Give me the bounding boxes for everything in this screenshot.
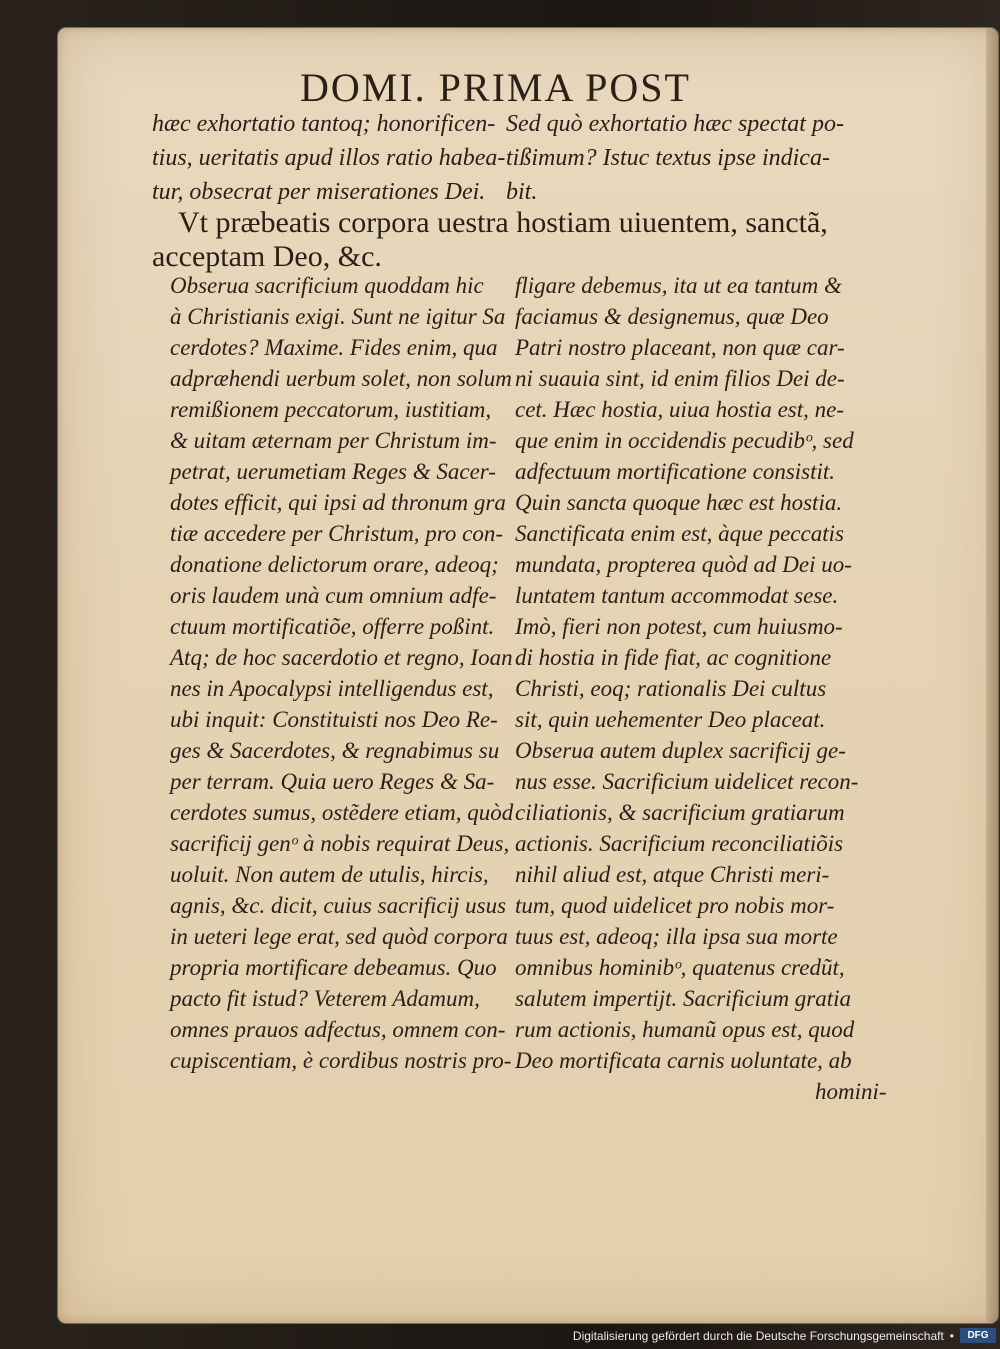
right-main-line-4: ni suauia sint, id enim filios Dei de- (515, 366, 845, 391)
left-top-line-2: tius, ueritatis apud illos ratio habea- (152, 145, 506, 171)
left-main-line-5: remißionem peccatorum, iustitiam, (170, 397, 492, 422)
right-main-line-12: Imò, fieri non potest, cum huiusmo- (515, 614, 843, 639)
right-main-line-2: faciamus & designemus, quæ Deo (515, 304, 829, 329)
verse-line-1: Vt præbeatis corpora uestra hostiam uiuentem, sanctã, (178, 206, 828, 239)
right-main-line-16: Obserua autem duplex sacrificij ge- (515, 738, 846, 763)
left-top-line-1: hæc exhortatio tantoq; honorificen- (152, 111, 496, 137)
right-main-line-15: sit, quin uehementer Deo placeat. (515, 707, 826, 732)
right-main-line-6: que enim in occidendis pecudibᵒ, sed (515, 428, 854, 453)
left-main-line-6: & uitam æternam per Christum im- (170, 428, 497, 453)
left-main-line-17: per terram. Quia uero Reges & Sa- (170, 769, 495, 794)
left-main-line-13: Atq; de hoc sacerdotio et regno, Ioan (170, 645, 513, 670)
right-main-line-20: nihil aliud est, atque Christi meri- (515, 862, 830, 887)
left-main-line-19: sacrificij genᵒ à nobis requirat Deus, (170, 831, 510, 856)
right-main-line-11: luntatem tantum accommodat sese. (515, 583, 839, 608)
left-main-line-16: ges & Sacerdotes, & regnabimus su (170, 738, 500, 763)
right-main-line-18: ciliationis, & sacrificium gratiarum (515, 800, 845, 825)
funding-text: Digitalisierung gefördert durch die Deutsche Forschungsgemeinschaft (572, 1328, 944, 1343)
left-main-line-15: ubi inquit: Constituisti nos Deo Re- (170, 707, 498, 732)
verse-line-2: acceptam Deo, &c. (152, 240, 382, 273)
left-main-line-20: uoluit. Non autem de utulis, hircis, (170, 862, 489, 887)
right-main-line-3: Patri nostro placeant, non quæ car- (515, 335, 845, 360)
left-main-line-9: tiæ accedere per Christum, pro con- (170, 521, 504, 546)
page-edge-strip (986, 28, 998, 1323)
right-main-line-24: salutem impertijt. Sacrificium gratia (515, 986, 852, 1011)
right-main-line-9: Sanctificata enim est, àque peccatis (515, 521, 844, 546)
right-main-line-1: fligare debemus, ita ut ea tantum & (515, 273, 842, 298)
left-main-line-21: agnis, &c. dicit, cuius sacrificij usus (170, 893, 507, 918)
left-main-line-22: in ueteri lege erat, sed quòd corpora (170, 924, 508, 949)
left-main-line-24: pacto fit istud? Veterem Adamum, (170, 986, 480, 1011)
right-top-line-1: Sed quò exhortatio hæc spectat po- (506, 111, 844, 137)
left-main-line-23: propria mortificare debeamus. Quo (170, 955, 497, 980)
left-top-line-3: tur, obsecrat per miserationes Dei. (152, 179, 486, 205)
left-main-line-11: oris laudem unà cum omnium adfe- (170, 583, 497, 608)
left-main-line-7: petrat, uerumetiam Reges & Sacer- (170, 459, 496, 484)
left-main-line-10: donatione delictorum orare, adeoq; (170, 552, 499, 577)
right-top-line-3: bit. (506, 179, 538, 205)
right-main-line-22: tuus est, adeoq; illa ipsa sua morte (515, 924, 838, 949)
left-main-line-26: cupiscentiam, è cordibus nostris pro- (170, 1048, 512, 1073)
dfg-logo: DFG (960, 1328, 996, 1343)
left-main-line-8: dotes efficit, qui ipsi ad thronum gra (170, 490, 506, 515)
right-main-line-21: tum, quod uidelicet pro nobis mor- (515, 893, 835, 918)
right-main-line-13: di hostia in fide fiat, ac cognitione (515, 645, 832, 670)
right-main-line-5: cet. Hæc hostia, uiua hostia est, ne- (515, 397, 844, 422)
right-main-line-26: Deo mortificata carnis uoluntate, ab (515, 1048, 852, 1073)
right-main-line-19: actionis. Sacrificium reconciliatiõis (515, 831, 844, 856)
left-main-line-14: nes in Apocalypsi intelligendus est, (170, 676, 494, 701)
left-main-line-25: omnes prauos adfectus, omnem con- (170, 1017, 506, 1042)
right-main-line-10: mundata, propterea quòd ad Dei uo- (515, 552, 852, 577)
right-main-line-25: rum actionis, humanũ opus est, quod (515, 1017, 855, 1042)
right-main-line-7: adfectuum mortificatione consistit. (515, 459, 836, 484)
right-main-line-17: nus esse. Sacrificium uidelicet recon- (515, 769, 859, 794)
left-main-line-3: cerdotes? Maxime. Fides enim, qua (170, 335, 498, 360)
left-main-line-12: ctuum mortificatiõe, offerre poßint. (170, 614, 495, 639)
running-head: DOMI. PRIMA POST (300, 65, 691, 110)
left-main-line-2: à Christianis exigi. Sunt ne igitur Sa (170, 304, 506, 329)
right-main-line-27: homini- (815, 1079, 887, 1104)
footer-separator: • (949, 1328, 954, 1343)
funding-footer (572, 1327, 996, 1344)
right-main-line-23: omnibus hominibᵒ, quatenus credũt, (515, 955, 845, 980)
left-main-line-4: adpræhendi uerbum solet, non solum (170, 366, 512, 391)
left-main-line-18: cerdotes sumus, ostẽdere etiam, quòd (170, 800, 514, 825)
right-main-line-8: Quin sancta quoque hæc est hostia. (515, 490, 843, 515)
right-top-line-2: tißimum? Istuc textus ipse indica- (506, 145, 830, 171)
left-main-line-1: Obserua sacrificium quoddam hic (170, 273, 484, 298)
right-main-line-14: Christi, eoq; rationalis Dei cultus (515, 676, 827, 701)
